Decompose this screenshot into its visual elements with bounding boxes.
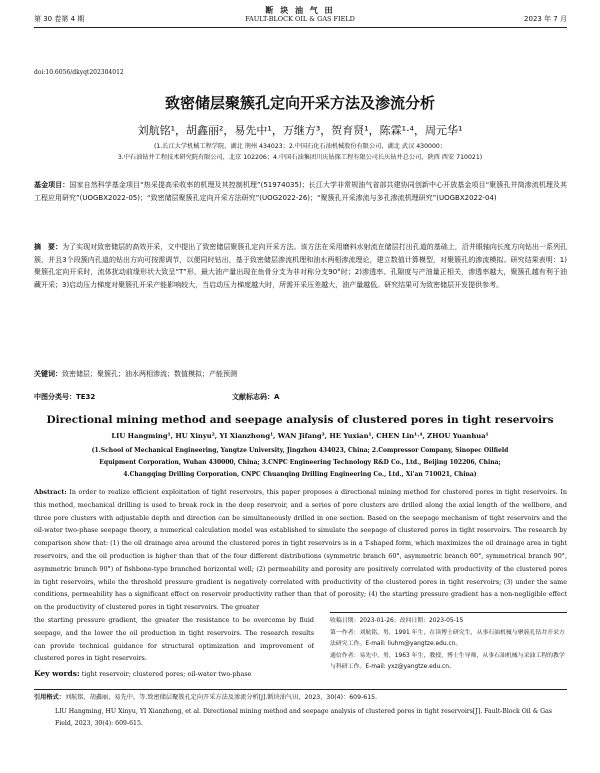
keywords-cn-label: 关键词： [34, 370, 62, 378]
citation-label: 引用格式： [34, 694, 65, 701]
abstract-cn [34, 241, 567, 367]
keywords-en-label: Key words: [34, 669, 80, 678]
citation-en: LIU Hangming, HU Xinyu, YI Xianzhong, et al. Directional mining method and seepage analysis of clustered pores in tight reservoirs[J]. Fault-Block Oil & Gas Field, 2023, 30(4): 609-615. [55, 708, 552, 727]
affiliation-cn-1: (1.长江大学机械工程学院，湖北 荆州 434023；2.中国石化石油机械股份有限公司，湖北 武汉 430000； [153, 143, 447, 150]
abstract-en-label: Abstract: [34, 488, 67, 496]
authors-cn: 刘航铭¹，胡鑫丽²，易先中¹，万继方³，贺育贤¹，陈霖¹·⁴，周元华¹ [137, 124, 463, 137]
citation-cn-text: 刘航铭，胡鑫丽，易先中，等.致密储层聚簇孔定向开采方法及渗流分析[J].断块油气田，2023，30(4)：609-615. [64, 694, 378, 701]
class-number: 中图分类号：TE32 [34, 393, 96, 401]
volume-issue: 第 30 卷第 4 期 [34, 15, 85, 23]
affiliation-en-3: 4.Changqing Drilling Corporation, CNPC Chuanqing Drilling Engineering Co., Ltd., Xi'an 710021, China) [123, 471, 477, 478]
title-en: Directional mining method and seepage analysis of clustered pores in tight reservoirs [46, 414, 554, 426]
abstract-cn-text: 为了实现对致密储层的高效开采，文中提出了致密储层聚簇孔定向开采方法。该方法在采用磨料水射流在储层打出孔道的基础上，沿井眼轴向长度方向钻出一系列孔簇，并且3个段簇内孔道的钻出方向可按需调节，以便同时钻出，基于致密储层渗流机理和油水两相渗流理论，建立数值计算模型，对聚簇孔的渗流模拟。研究结果表明：1)聚簇孔定向开采时，流体扰动前缘形状大致呈“T”形，最大油产量出现在鱼骨分支为非对称分支90°时；2)渗透率、孔隙度与产油量正相关，渗透率越大，聚簇孔越有利于油藏开采；3)启动压力梯度对聚簇孔开采产能影响较大，当启动压力梯度越大时，所需开采压差越大，油产量越低。研究结果可为致密储层开发提供参考。 [34, 243, 567, 289]
affiliation-en-2: Equipment Corporation, Wuhan 430000, China; 3.CNPC Engineering Technology R&D Co., Ltd., Beijing 102206, China; [99, 459, 501, 466]
citation-rule [34, 689, 567, 690]
article-info-box [330, 616, 567, 684]
abstract-en-text: In order to realize efficient exploitation of tight reservoirs, this paper proposes a directional mining method for clustered pores in tight reservoirs. In this method, mechanical drilling is used to break rock in the deep reservoir, and a series of pore clusters are drilled along the axial length of the wellbore, and three pore clusters with adjustable depth and direction can be simultaneously drilled in one section. Based on the seepage mechanism of tight reservoirs and the oil-water two-phase seepage theory, a numerical calculation model was established to simulate the seepage of clustered pores in tight reservoirs. The research by comparison show that: (1) the oil drainage area around the clustered pores in tight reservoirs is in a T-shaped form, which maximizes the oil drainage area in tight reservoirs, and the oil production is higher than that of the four different distributions (symmetric branch 60°, asymmetric branch 60°, symmetrical branch 90°, asymmetric branch 90°) of fishbone-type branched horizontal well; (2) permeability and porosity are positively correlated with productivity of the clustered pores in tight reservoirs, while the threshold pressure gradient is negatively correlated with productivity of the clustered pores in tight reservoirs; (3) under the same conditions, permeability has a significant effect on reservoir productivity rather than that of porosity; (4) the starting pressure gradient has a non-negligible effect on the productivity of clustered pores in tight reservoirs. The greater [34, 488, 567, 612]
keywords-en-text: tight reservoir; clustered pores; oil-water two-phase [81, 670, 252, 678]
corresponding-author-info: 通信作者：易先中，男，1963 年生，教授，博士生导师，从事石油机械与采油工程的教学与科研工作。E-mail: yxz@yangtze.edu.cn。 [330, 652, 565, 671]
citation-cn [34, 692, 574, 704]
journal-title-cn: 断 块 油 气 田 [265, 6, 335, 15]
abstract-en [34, 486, 567, 614]
keywords-cn-text: 致密储层；聚簇孔；油水两相渗流；数值模拟；产能预测 [62, 370, 237, 378]
doi: doi:10.6056/dkyqt202304012 [34, 69, 124, 76]
document-code: 文献标志码：A [232, 393, 280, 401]
journal-title-en: FAULT-BLOCK OIL & GAS FIELD [245, 15, 355, 23]
fund-section [34, 179, 567, 217]
abstract-en-continued: the starting pressure gradient, the greater the resistance to be overcome by fluid seepage, and the lower the oil production in tight reservoirs. The research results can provide technical guidance for structural optimization and improvement of clustered pores in tight reservoirs. [34, 616, 314, 663]
title-cn: 致密储层聚簇孔定向开采方法及渗流分析 [164, 94, 435, 112]
authors-en: LIU Hangming¹, HU Xinyu², YI Xianzhong¹, WAN Jifang³, HE Yuxian¹, CHEN Lin¹·⁴, ZHOU Yuanhua¹ [111, 432, 489, 440]
issue-date: 2023 年 7 月 [524, 15, 567, 23]
keywords-en [34, 668, 314, 681]
abstract-cn-label: 摘 要： [34, 243, 63, 251]
header-rule [34, 27, 567, 28]
keywords-cn [34, 368, 567, 381]
affiliation-en-1: (1.School of Mechanical Engineering, Yangtze University, Jingzhou 434023, China; 2.Compressor Company, Sinopec Oilfield [91, 447, 509, 454]
received-date: 收稿日期：2023-01-26；改回日期：2023-05-15 [330, 618, 464, 624]
infobox-rule [330, 612, 567, 613]
affiliation-cn-2: 3.中石油钻井工程技术研究院有限公司，北京 102206；4.中国石油集团川庆钻探工程有限公司长庆钻井总公司，陕西 西安 710021) [117, 154, 483, 161]
fund-label: 基金项目： [34, 181, 70, 189]
first-author-info: 第一作者：刘航铭，男，1991 年生，在读博士研究生，从事石油机械与聚簇孔钻井开采方法研究工作。E-mail: liuhm@yangtze.edu.cn。 [330, 629, 565, 648]
fund-text: 国家自然科学基金项目“热采提高采收率的机理及其控制机理”(51974035)；长江大学非常规油气省部共建协同创新中心开放基金项目“聚簇孔井筒渗流机理及其工程应用研究”(UOGBX2022-05)；“致密储层聚簇孔定向开采方法研究”(UOG2022-26)；“聚簇孔开采渗流与多孔渗流机理研究”(UOGBX2022-04) [34, 181, 567, 202]
